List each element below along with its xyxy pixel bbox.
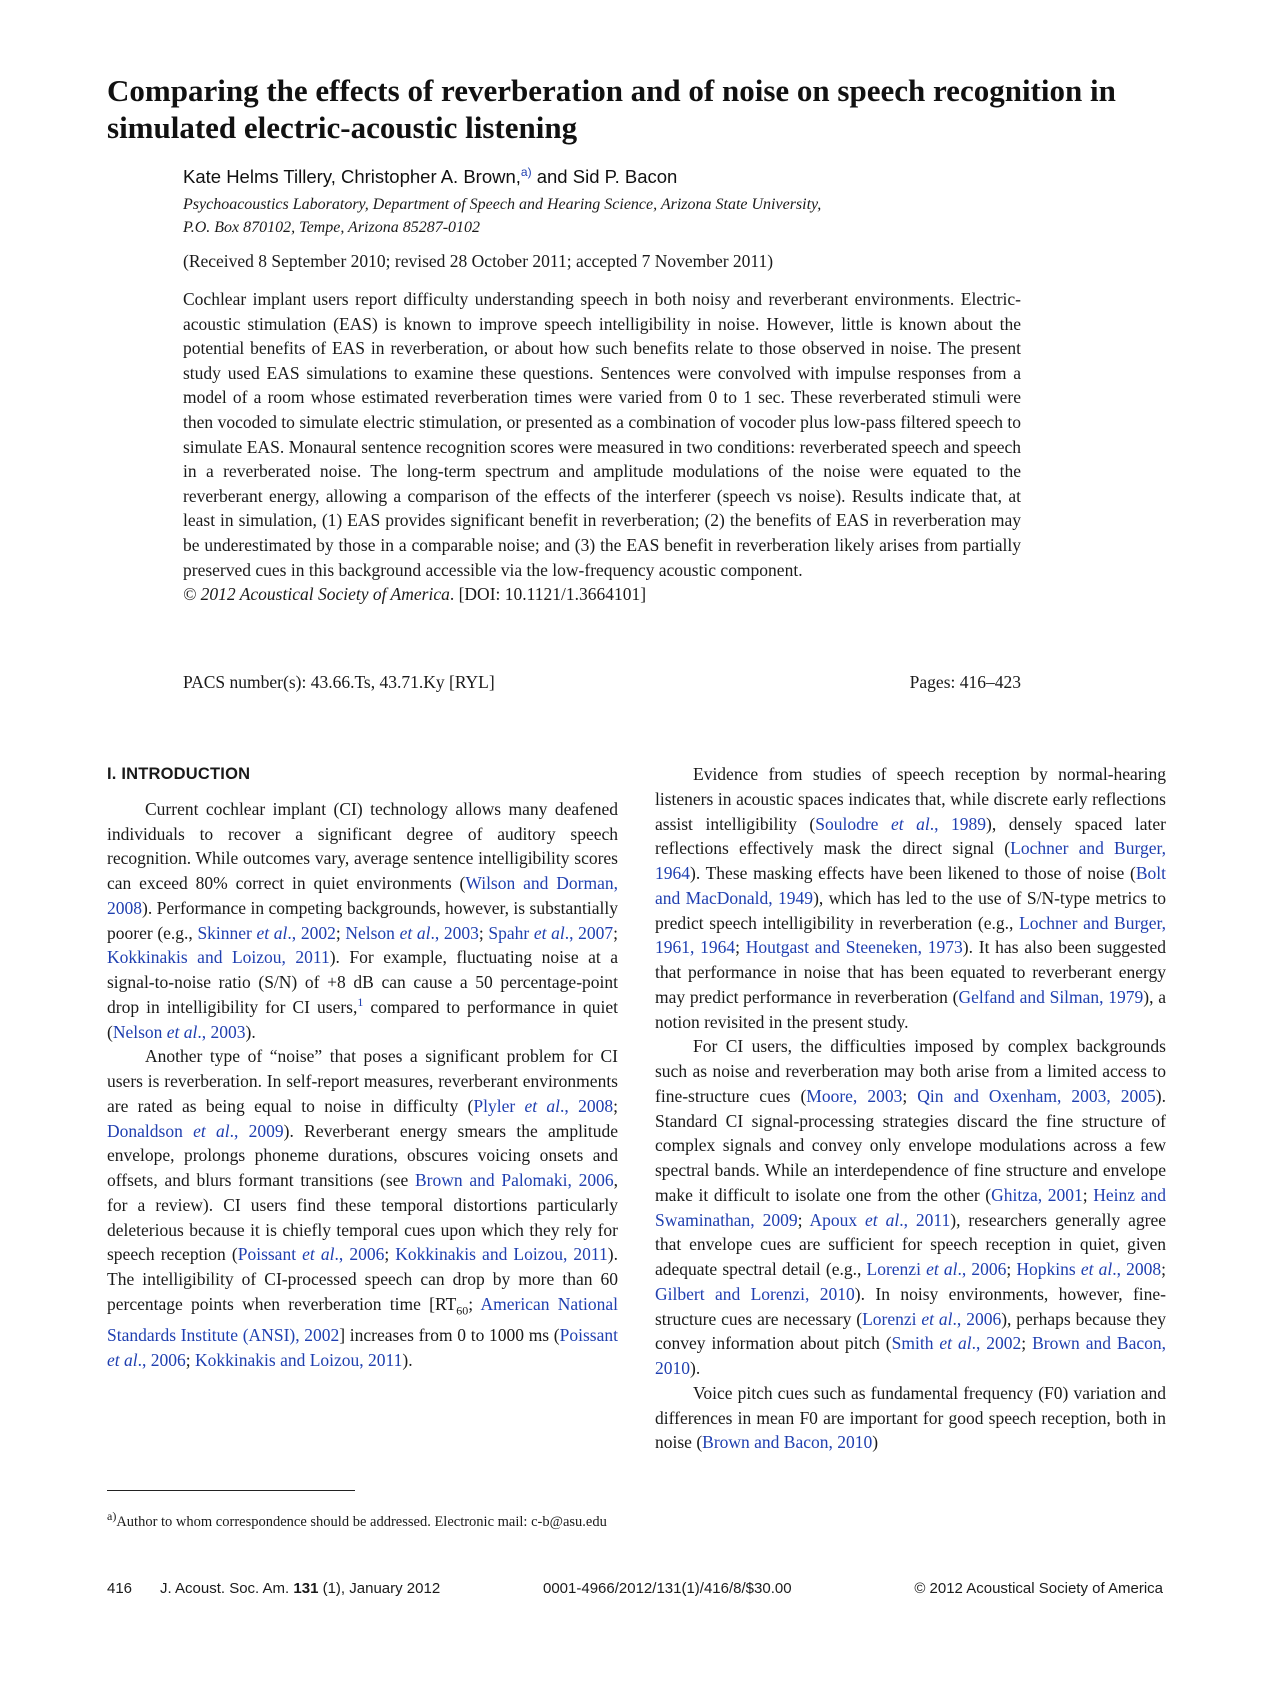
citation-link[interactable]: ., 2008 <box>1112 1259 1162 1279</box>
citation-link[interactable]: Plyler <box>473 1095 525 1116</box>
article-title: Comparing the effects of reverberation and of noise on speech recognition in simulated electric-acoustic listening <box>107 73 1116 145</box>
citation-link[interactable]: Gelfand and Silman, 1979 <box>958 986 1144 1007</box>
affiliation-line-2: P.O. Box 870102, Tempe, Arizona 85287-0102 <box>183 219 481 236</box>
citation-link[interactable]: Lochner and Burger, 1961, 1964 <box>655 912 1166 958</box>
citation-link[interactable]: ., 2007 <box>564 922 614 943</box>
citation-link[interactable]: Moore, 2003 <box>806 1085 903 1106</box>
author-names-last: and Sid P. Bacon <box>531 166 678 187</box>
abstract <box>183 287 1021 607</box>
citation-link[interactable]: American National Standards Institute (ANSI), 2002 <box>107 1293 618 1345</box>
citation-link[interactable]: et al <box>399 922 431 943</box>
citation-link[interactable]: ., 2002 <box>971 1333 1022 1354</box>
citation-link[interactable]: Hopkins <box>1016 1259 1081 1279</box>
citation-link[interactable]: Brown and Palomaki, 2006 <box>414 1170 614 1190</box>
author-footnote-mark[interactable]: a) <box>520 164 532 179</box>
paragraph: Current cochlear implant (CI) technology allows many deafened individuals to recover a significant degree of auditory speech recognition. While outcomes vary, average sentence intelligibility scores can exceed 80% correct in quiet environments (Wilson and Dorman, 2008). Performance in competing backgrounds, however, is substantially poorer (e.g., Skinner et al., 2002; Nelson et al., 2003; Spahr et al., 2007; Kokkinakis and Loizou, 2011). For example, fluctuating noise at a signal-to-noise ratio (S/N) of +8 dB can cause a 50 percentage-point drop in intelligibility for CI users,$^1$ compared to performance in quiet (Nelson et al., 2003). <box>107 798 619 1042</box>
citation-link[interactable]: Poissant <box>559 1325 618 1345</box>
citation-link[interactable]: Wilson and Dorman, 2008 <box>107 873 618 918</box>
citation-link[interactable]: et al <box>524 1095 561 1116</box>
citation-link[interactable]: ., 2003 <box>197 1021 246 1042</box>
citation-link[interactable]: Smith <box>891 1333 940 1354</box>
citation-link[interactable]: Poissant <box>237 1244 303 1265</box>
citation-link[interactable]: et al <box>921 1308 953 1329</box>
citation-link[interactable]: et al <box>890 813 930 834</box>
footer-journal <box>160 1580 440 1597</box>
citation-link[interactable]: et al <box>865 1209 900 1230</box>
citation-link[interactable]: et al <box>533 922 565 943</box>
citation-link[interactable]: Ghitza, 2001 <box>991 1184 1083 1205</box>
citation-link[interactable]: Apoux <box>809 1209 866 1230</box>
citation-link[interactable]: Brown and Bacon, 2010 <box>702 1432 873 1453</box>
citation-link[interactable]: et al <box>193 1120 230 1141</box>
received-dates: (Received 8 September 2010; revised 28 October 2011; accepted 7 November 2011) <box>183 251 774 271</box>
footer-article-code: 0001-4966/2012/131(1)/416/8/$30.00 <box>543 1580 792 1597</box>
citation-link[interactable]: Lochner and Burger, 1964 <box>655 838 1166 883</box>
footer-journal-suffix: (1), January 2012 <box>318 1580 441 1597</box>
citation-link[interactable]: Nelson <box>345 922 400 943</box>
author-list <box>183 166 677 188</box>
citation-link[interactable]: Brown and Bacon, 2010 <box>655 1333 1166 1378</box>
paragraph: Voice pitch cues such as fundamental frequency (F0) variation and differences in mean F0 are important for good speech reception, both in noise (Brown and Bacon, 2010) <box>655 1382 1166 1453</box>
citation-link[interactable]: Heinz and Swaminathan, 2009 <box>655 1184 1166 1230</box>
affiliation <box>183 193 1003 239</box>
footer-volume: 131 <box>293 1580 319 1597</box>
left-column <box>107 762 618 1373</box>
citation-link[interactable]: ., 2002 <box>287 922 336 943</box>
footer-page-number: 416 <box>107 1580 133 1597</box>
citation-link[interactable]: Kokkinakis and Loizou, 2011 <box>195 1349 403 1370</box>
citation-link[interactable]: et al <box>939 1333 972 1354</box>
citation-link[interactable]: ., 2006 <box>952 1308 1002 1329</box>
subscript: 60 <box>456 1303 469 1318</box>
endnote-link[interactable]: 1 <box>357 994 364 1009</box>
footer-copyright: © 2012 Acoustical Society of America <box>914 1580 1163 1597</box>
paragraph: For CI users, the difficulties imposed by complex backgrounds such as noise and reverberation may both arise from a limited access to fine-structure cues (Moore, 2003; Qin and Oxenham, 2003, 2005). Standard CI signal-processing strategies discard the fine structure of complex signals and convey only envelope modulations across a few spectral bands. While an interdependence of fine structure and envelope make it difficult to isolate one from the other (Ghitza, 2001; Heinz and Swaminathan, 2009; Apoux et al., 2011), researchers generally agree that envelope cues are sufficient for speech reception in quiet, given adequate spectral detail (e.g., Lorenzi et al., 2006; Hopkins et al., 2008; Gilbert and Lorenzi, 2010). In noisy environments, however, fine-structure cues are necessary (Lorenzi et al., 2006), perhaps because they convey information about pitch (Smith et al., 2002; Brown and Bacon, 2010). <box>655 1036 1167 1378</box>
citation-link[interactable]: Gilbert and Lorenzi, 2010 <box>655 1283 855 1304</box>
abstract-copyright: © 2012 Acoustical Society of America <box>183 584 450 605</box>
citation-link[interactable]: et al <box>1080 1259 1113 1279</box>
citation-link[interactable]: et al <box>166 1021 198 1042</box>
citation-link[interactable]: ., 2011 <box>899 1209 951 1230</box>
citation-link[interactable]: ., 2006 <box>137 1349 186 1370</box>
footnote <box>107 1509 618 1532</box>
citation-link[interactable]: et al <box>926 1259 958 1279</box>
citation-link[interactable]: ., 2003 <box>430 922 479 943</box>
citation-link[interactable]: et al <box>256 922 288 943</box>
citation-link[interactable]: ., 2009 <box>229 1120 284 1141</box>
footnote-mark: a) <box>107 1509 117 1524</box>
citation-link[interactable]: Bolt and MacDonald, 1949 <box>655 863 1166 908</box>
citation-link[interactable]: Qin and Oxenham, 2003, 2005 <box>917 1085 1156 1106</box>
pacs-numbers: PACS number(s): 43.66.Ts, 43.71.Ky [RYL] <box>183 672 495 692</box>
citation-link[interactable]: ., 2006 <box>957 1259 1007 1279</box>
citation-link[interactable]: Kokkinakis and Loizou, 2011 <box>395 1244 608 1265</box>
citation-link[interactable]: et al <box>302 1244 335 1265</box>
affiliation-line-1: Psychoacoustics Laboratory, Department of Speech and Hearing Science, Arizona State University, <box>183 196 822 213</box>
citation-link[interactable]: Soulodre <box>815 813 891 834</box>
citation-link[interactable]: Lorenzi <box>866 1259 927 1279</box>
citation-link[interactable]: Lorenzi <box>862 1308 922 1329</box>
citation-link[interactable]: Houtgast and Steeneken, 1973 <box>745 937 963 958</box>
author-names: Kate Helms Tillery, Christopher A. Brown, <box>183 166 521 187</box>
citation-link[interactable]: ., 2008 <box>560 1095 614 1116</box>
citation-link[interactable]: Spahr <box>488 922 534 943</box>
right-column <box>655 762 1166 1455</box>
page-range: Pages: 416–423 <box>909 672 1021 692</box>
citation-link[interactable]: ., 2006 <box>334 1244 385 1265</box>
section-heading: I. INTRODUCTION <box>107 765 251 783</box>
footnote-divider <box>107 1490 355 1491</box>
citation-link[interactable]: ., 1989 <box>929 813 987 834</box>
paragraph: Evidence from studies of speech reception by normal-hearing listeners in acoustic spaces indicates that, while discrete early reflections assist intelligibility (Soulodre et al., 1989), densely spaced later reflections effectively mask the direct signal (Lochner and Burger, 1964). These masking effects have been likened to those of noise (Bolt and MacDonald, 1949), which has led to the use of S/N-type metrics to predict speech intelligibility in reverberation (e.g., Lochner and Burger, 1961, 1964; Houtgast and Steeneken, 1973). It has also been suggested that performance in noise that has been equated to reverberant energy may predict performance in reverberation (Gelfand and Silman, 1979), a notion revisited in the present study. <box>655 764 1167 1032</box>
abstract-body: Cochlear implant users report difficulty understanding speech in both noisy and reverberant environments. Electric-acoustic stimulation (EAS) is known to improve speech intelligibility in noise. However, little is known about the potential benefits of EAS in reverberation, or about how such benefits relate to those observed in noise. The present study used EAS simulations to examine these questions. Sentences were convolved with impulse responses from a model of a room whose estimated reverberation times were varied from 0 to 1 sec. These reverberated stimuli were then vocoded to simulate electric stimulation, or presented as a combination of vocoder plus low-pass filtered speech to simulate EAS. Monaural sentence recognition scores were measured in two conditions: reverberated speech and speech in a reverberated noise. The long-term spectrum and amplitude modulations of the noise were equated to the reverberant energy, allowing a comparison of the effects of the interferer (speech vs noise). Results indicate that, at least in simulation, (1) EAS provides significant benefit in reverberation; (2) the benefits of EAS in reverberation may be underestimated by those in a comparable noise; and (3) the EAS benefit in reverberation likely arises from partially preserved cues in this background accessible via the low-frequency acoustic component. <box>183 289 1021 580</box>
footnote-text: Author to whom correspondence should be addressed. Electronic mail: c-b@asu.edu <box>116 1514 607 1530</box>
paragraph: Another type of “noise” that poses a significant problem for CI users is reverberation. In self-report measures, reverberant environments are rated as being equal to noise in difficulty (Plyler et al., 2008; Donaldson et al., 2009). Reverberant energy smears the amplitude envelope, prolongs phoneme durations, obscures voicing onsets and offsets, and blurs formant transitions (see Brown and Palomaki, 2006, for a review). CI users find these temporal distortions particularly deleterious because it is chiefly temporal cues upon which they rely for speech reception (Poissant et al., 2006; Kokkinakis and Loizou, 2011). The intelligibility of CI-processed speech can drop by more than 60 percentage points when reverberation time [$RT_{60}$; American National Standards Institute (ANSI), 2002] increases from 0 to 1000 ms (Poissant et al., 2006; Kokkinakis and Loizou, 2011). <box>107 1046 619 1370</box>
citation-link[interactable]: Nelson <box>112 1021 167 1042</box>
citation-link[interactable]: et al <box>107 1349 138 1370</box>
citation-link[interactable]: Kokkinakis and Loizou, 2011 <box>107 947 330 968</box>
footer-journal-prefix: J. Acoust. Soc. Am. <box>160 1580 294 1597</box>
citation-link[interactable]: Donaldson <box>107 1120 194 1141</box>
abstract-doi: . [DOI: 10.1121/1.3664101] <box>449 584 647 605</box>
citation-link[interactable]: Skinner <box>197 922 257 943</box>
